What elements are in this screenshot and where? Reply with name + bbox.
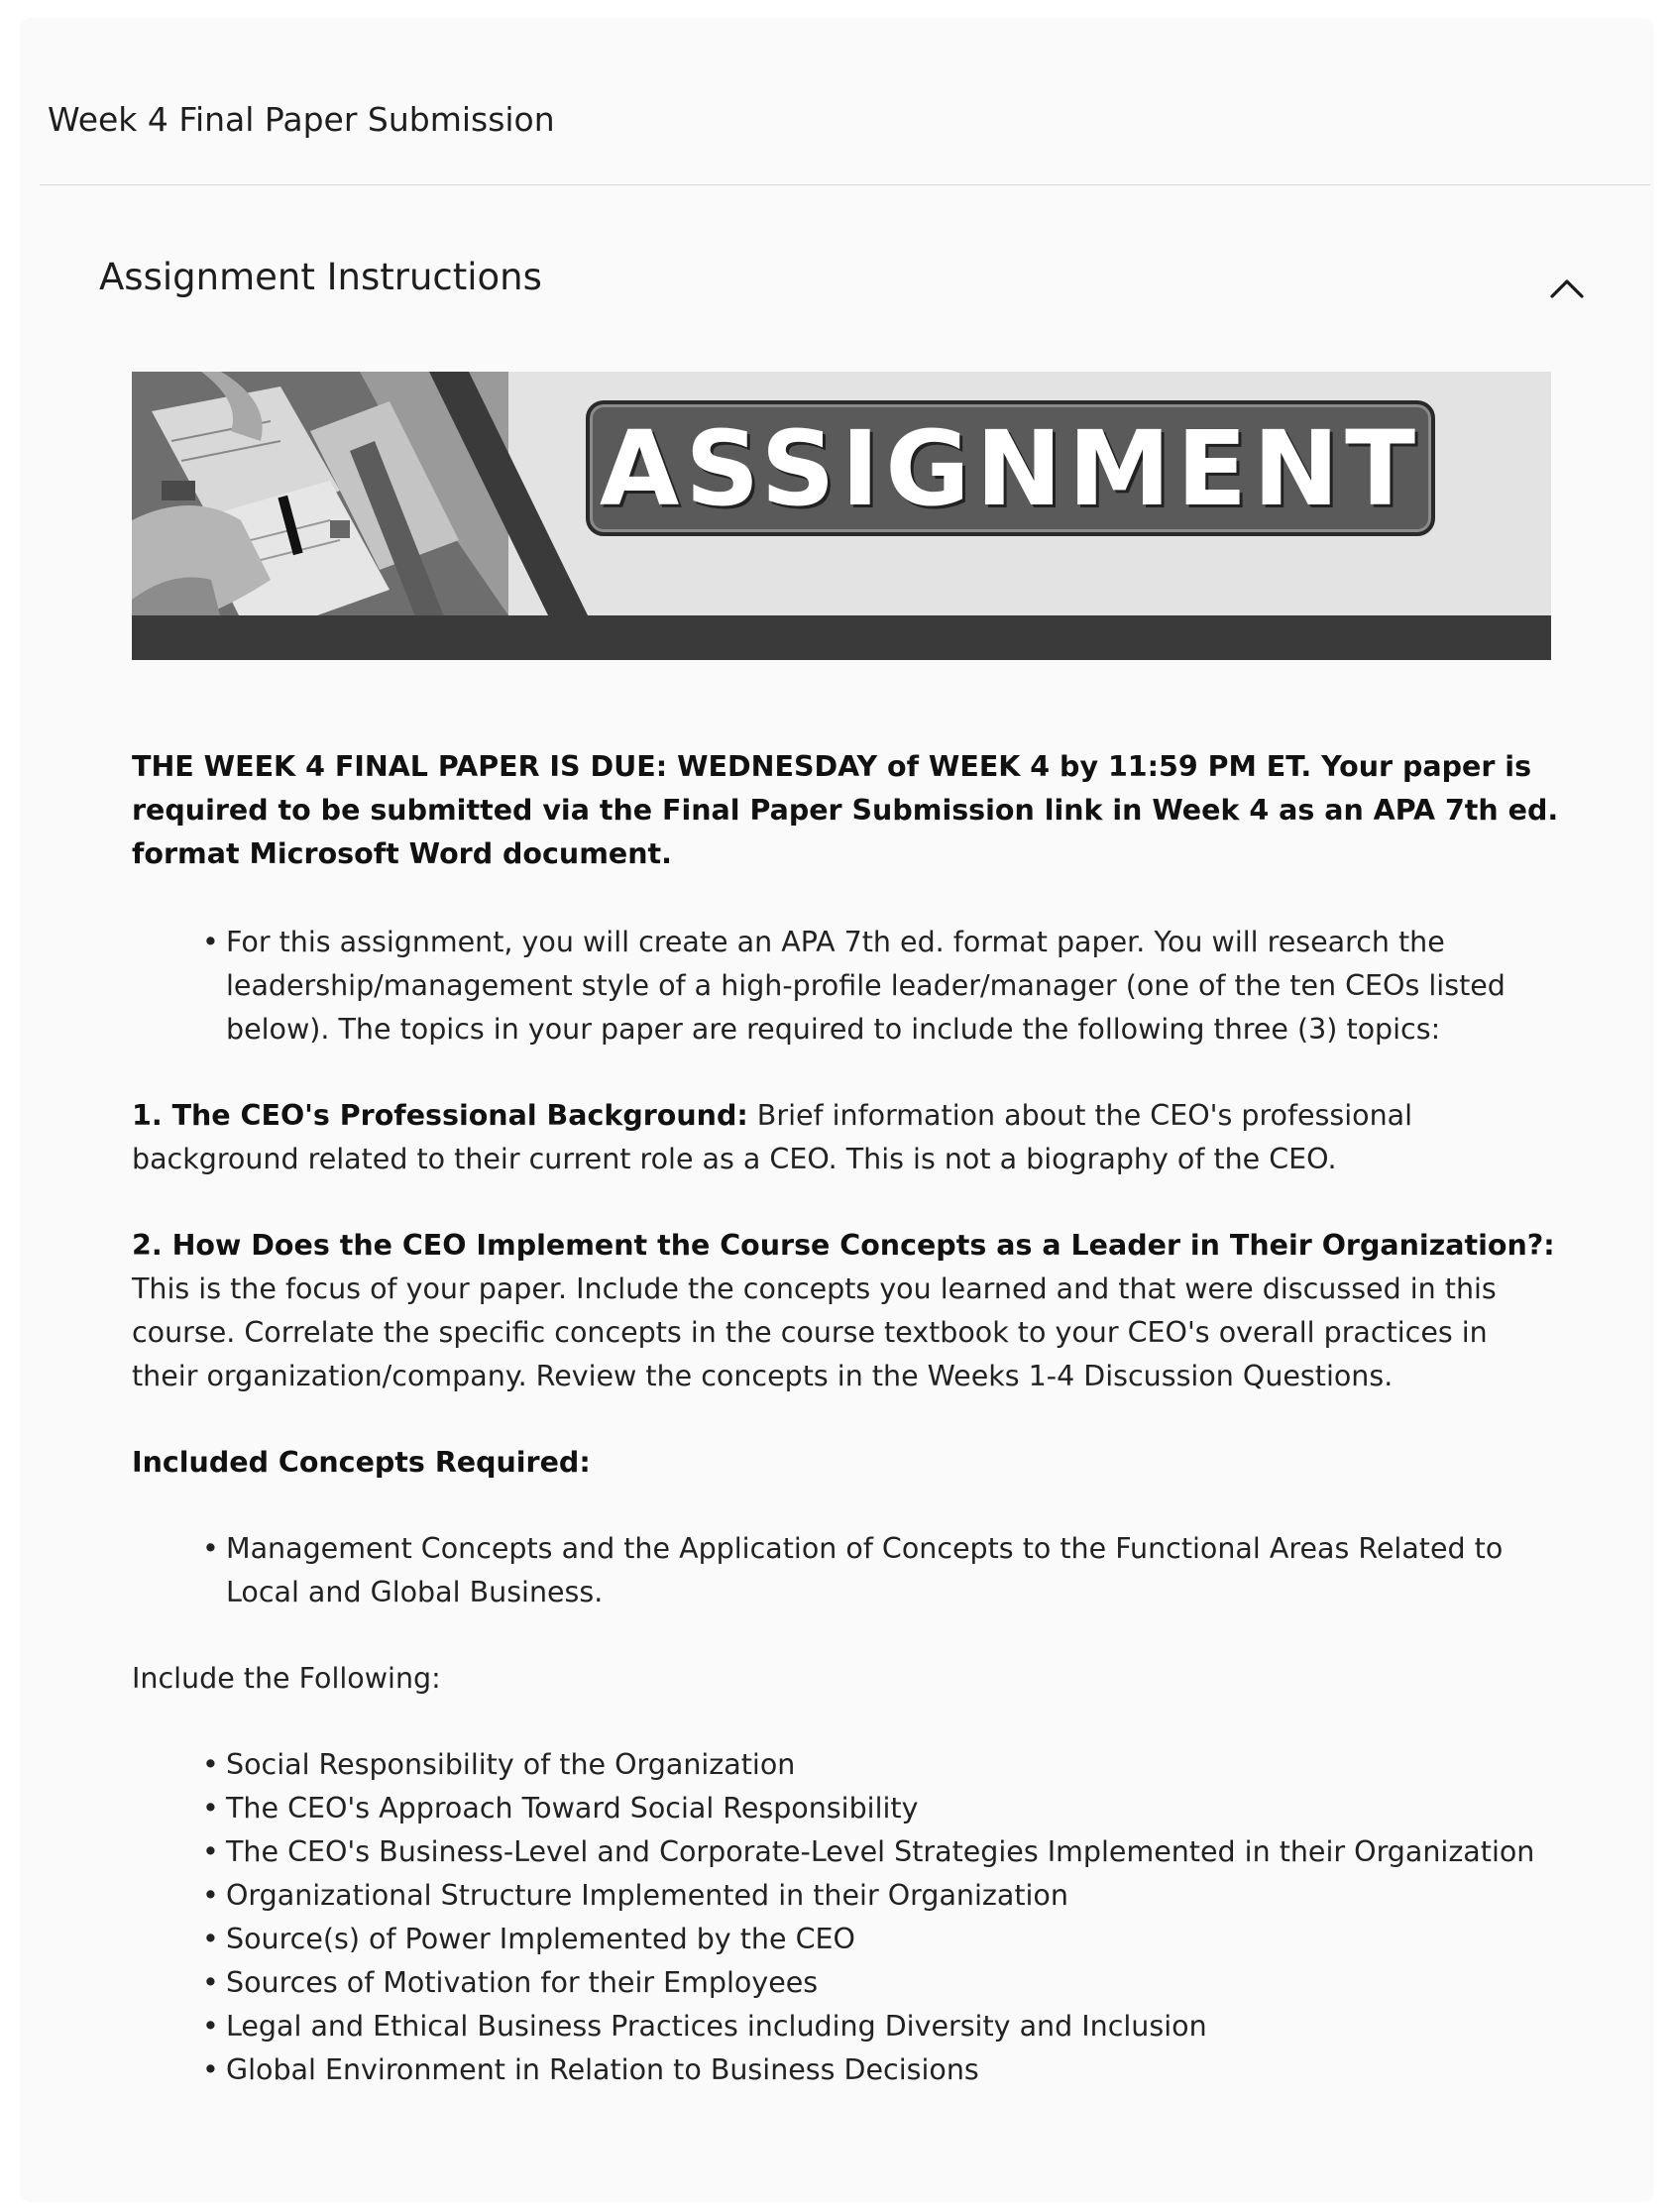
page-title: Week 4 Final Paper Submission [48, 100, 555, 139]
list-item: • Organizational Structure Implemented in their Organization [226, 1874, 1559, 1918]
section-title: Assignment Instructions [99, 256, 542, 298]
list-item: • Social Responsibility of the Organization [226, 1743, 1559, 1787]
topic-1-heading: 1. The CEO's Professional Background: [132, 1099, 748, 1132]
title-divider [40, 184, 1650, 185]
concepts-list [132, 1527, 1559, 1614]
topic-2 [132, 1224, 1559, 1398]
list-item: • The CEO's Approach Toward Social Responsibility [226, 1787, 1559, 1830]
concepts-heading [132, 1441, 1559, 1485]
banner-bar [132, 615, 1551, 660]
list-item: • Legal and Ethical Business Practices including Diversity and Inclusion [226, 2005, 1559, 2048]
intro-list [132, 921, 1559, 1051]
due-notice: THE WEEK 4 FINAL PAPER IS DUE: WEDNESDAY of WEEK 4 by 11:59 PM ET. Your paper is required to be submitted via the Final Paper Submission link in Week 4 as an APA 7th ed. format Microsoft Word document. [132, 750, 1559, 870]
assignment-label [586, 400, 1435, 536]
topic-1 [132, 1094, 1559, 1181]
list-item: • Sources of Motivation for their Employees [226, 1961, 1559, 2005]
assignment-label-text: ASSIGNMENT [599, 407, 1422, 529]
intro-list-item: • For this assignment, you will create an APA 7th ed. format paper. You will research the leadership/management style of a high-profile leader/manager (one of the ten CEOs listed below). The topics in your paper are required to include the following three (3) topics: [226, 921, 1559, 1051]
include-label: Include the Following: [132, 1662, 441, 1695]
list-item: • The CEO's Business-Level and Corporate-Level Strategies Implemented in their Organization [226, 1830, 1559, 1874]
list-item: • Management Concepts and the Application of Concepts to the Functional Areas Related to Local and Global Business. [226, 1527, 1559, 1614]
chevron-up-icon [1549, 277, 1585, 299]
assignment-banner [132, 372, 1551, 660]
collapse-section-button[interactable] [1546, 268, 1588, 309]
topic-2-heading: 2. How Does the CEO Implement the Course Concepts as a Leader in Their Organization?: [132, 1229, 1555, 1262]
instructions-content [132, 745, 1559, 2092]
topic-1-text: Brief information about the CEO's professional background related to their current role as a CEO. This is not a biography of the CEO. [132, 1099, 1413, 1175]
list-item: • Source(s) of Power Implemented by the CEO [226, 1918, 1559, 1961]
list-item: • Global Environment in Relation to Business Decisions [226, 2048, 1559, 2092]
include-list [132, 1743, 1559, 2092]
topic-2-text: This is the focus of your paper. Include the concepts you learned and that were discussed in this course. Correlate the specific concepts in the course textbook to your CEO's overall practices in their organization/company. Review the concepts in the Weeks 1-4 Discussion Questions. [132, 1272, 1497, 1392]
concepts-heading-text: Included Concepts Required: [132, 1446, 591, 1479]
